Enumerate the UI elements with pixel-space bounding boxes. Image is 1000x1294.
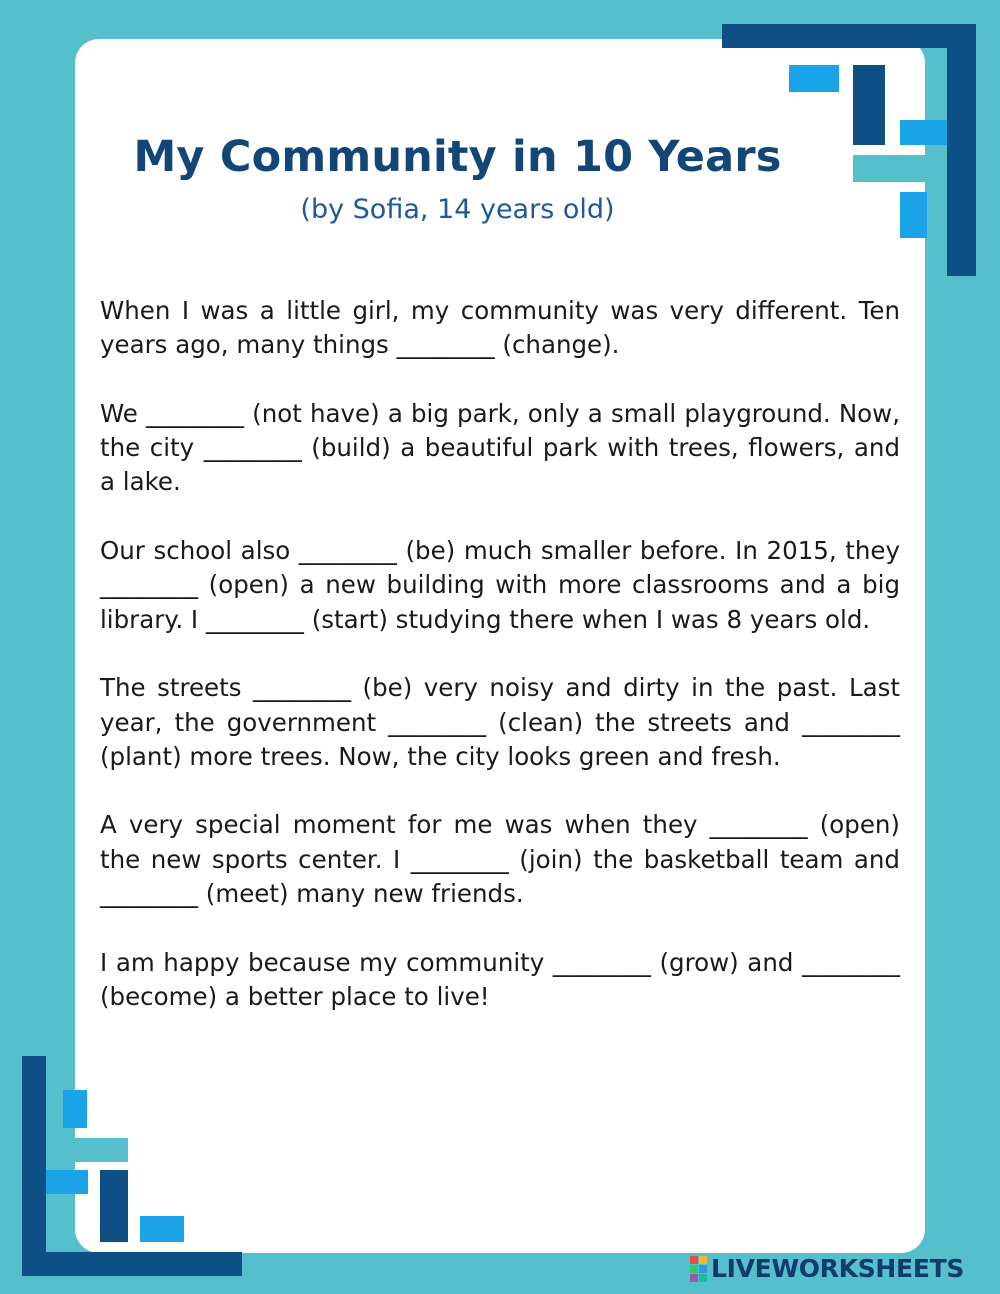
paragraph-text: (build) a beautiful park with trees, flowers, and a lake. bbox=[100, 433, 900, 497]
paragraph-text: (open) a new building with more classrooms and a big library. I bbox=[100, 570, 900, 634]
answer-blank[interactable]: ________ bbox=[388, 707, 487, 737]
paragraph-text: (clean) the streets and bbox=[486, 707, 802, 737]
answer-blank[interactable]: ________ bbox=[100, 879, 198, 909]
paragraph-text: (be) much smaller before. In 2015, they bbox=[396, 536, 900, 566]
paragraph-text: (meet) many new friends. bbox=[198, 879, 524, 909]
paragraph-text: Our school also bbox=[100, 536, 299, 566]
answer-blank[interactable]: ________ bbox=[203, 433, 302, 463]
liveworksheets-logo-icon bbox=[690, 1256, 707, 1282]
paragraph-text: (grow) and bbox=[650, 947, 803, 977]
paragraph bbox=[100, 671, 900, 774]
answer-blank[interactable]: ________ bbox=[100, 570, 198, 600]
liveworksheets-logo bbox=[690, 1254, 964, 1283]
paragraph bbox=[100, 534, 900, 637]
answer-blank[interactable]: ________ bbox=[802, 707, 900, 737]
answer-blank[interactable]: ________ bbox=[410, 844, 509, 874]
paragraph-text: (not have) a big park, only a small playground. Now, the city bbox=[100, 398, 900, 463]
answer-blank[interactable]: ________ bbox=[802, 947, 901, 977]
logo-square bbox=[690, 1274, 698, 1282]
answer-blank[interactable]: ________ bbox=[146, 398, 245, 428]
worksheet-subtitle: (by Sofia, 14 years old) bbox=[300, 194, 615, 225]
logo-square bbox=[699, 1274, 707, 1282]
answer-blank[interactable]: ________ bbox=[396, 330, 495, 360]
paragraph-text: (change). bbox=[494, 330, 620, 360]
paragraph-text: We bbox=[100, 398, 147, 428]
logo-square bbox=[690, 1256, 698, 1264]
paragraph-text: (open) the new sports center. I bbox=[100, 810, 900, 874]
liveworksheets-logo-text: LIVEWORKSHEETS bbox=[711, 1254, 965, 1283]
paragraph bbox=[100, 808, 900, 911]
paragraph bbox=[100, 397, 900, 500]
paragraph-text: I am happy because my community bbox=[100, 947, 553, 977]
paragraph-text: A very special moment for me was when they bbox=[100, 810, 710, 840]
logo-square bbox=[699, 1256, 707, 1264]
answer-blank[interactable]: ________ bbox=[709, 810, 808, 840]
paragraph-text: (be) very noisy and dirty in the past. Last year, the government bbox=[100, 673, 900, 737]
paragraph-text: (plant) more trees. Now, the city looks green and fresh. bbox=[100, 741, 781, 771]
answer-blank[interactable]: ________ bbox=[253, 673, 352, 703]
answer-blank[interactable]: ________ bbox=[298, 536, 397, 566]
paragraph bbox=[100, 294, 900, 363]
paragraph bbox=[100, 946, 900, 1015]
logo-square bbox=[699, 1265, 707, 1273]
paragraph-text: (become) a better place to live! bbox=[100, 981, 490, 1011]
paragraph-text: When I was a little girl, my community was very different. Ten years ago, many things bbox=[100, 296, 900, 360]
logo-square bbox=[690, 1265, 698, 1273]
answer-blank[interactable]: ________ bbox=[205, 604, 304, 634]
worksheet-title: My Community in 10 Years bbox=[133, 132, 782, 182]
answer-blank[interactable]: ________ bbox=[552, 947, 651, 977]
paragraph-text: The streets bbox=[100, 673, 254, 703]
worksheet-body bbox=[100, 294, 900, 1049]
paragraph-text: (join) the basketball team and bbox=[508, 844, 900, 874]
paragraph-text: (start) studying there when I was 8 years old. bbox=[303, 604, 871, 634]
